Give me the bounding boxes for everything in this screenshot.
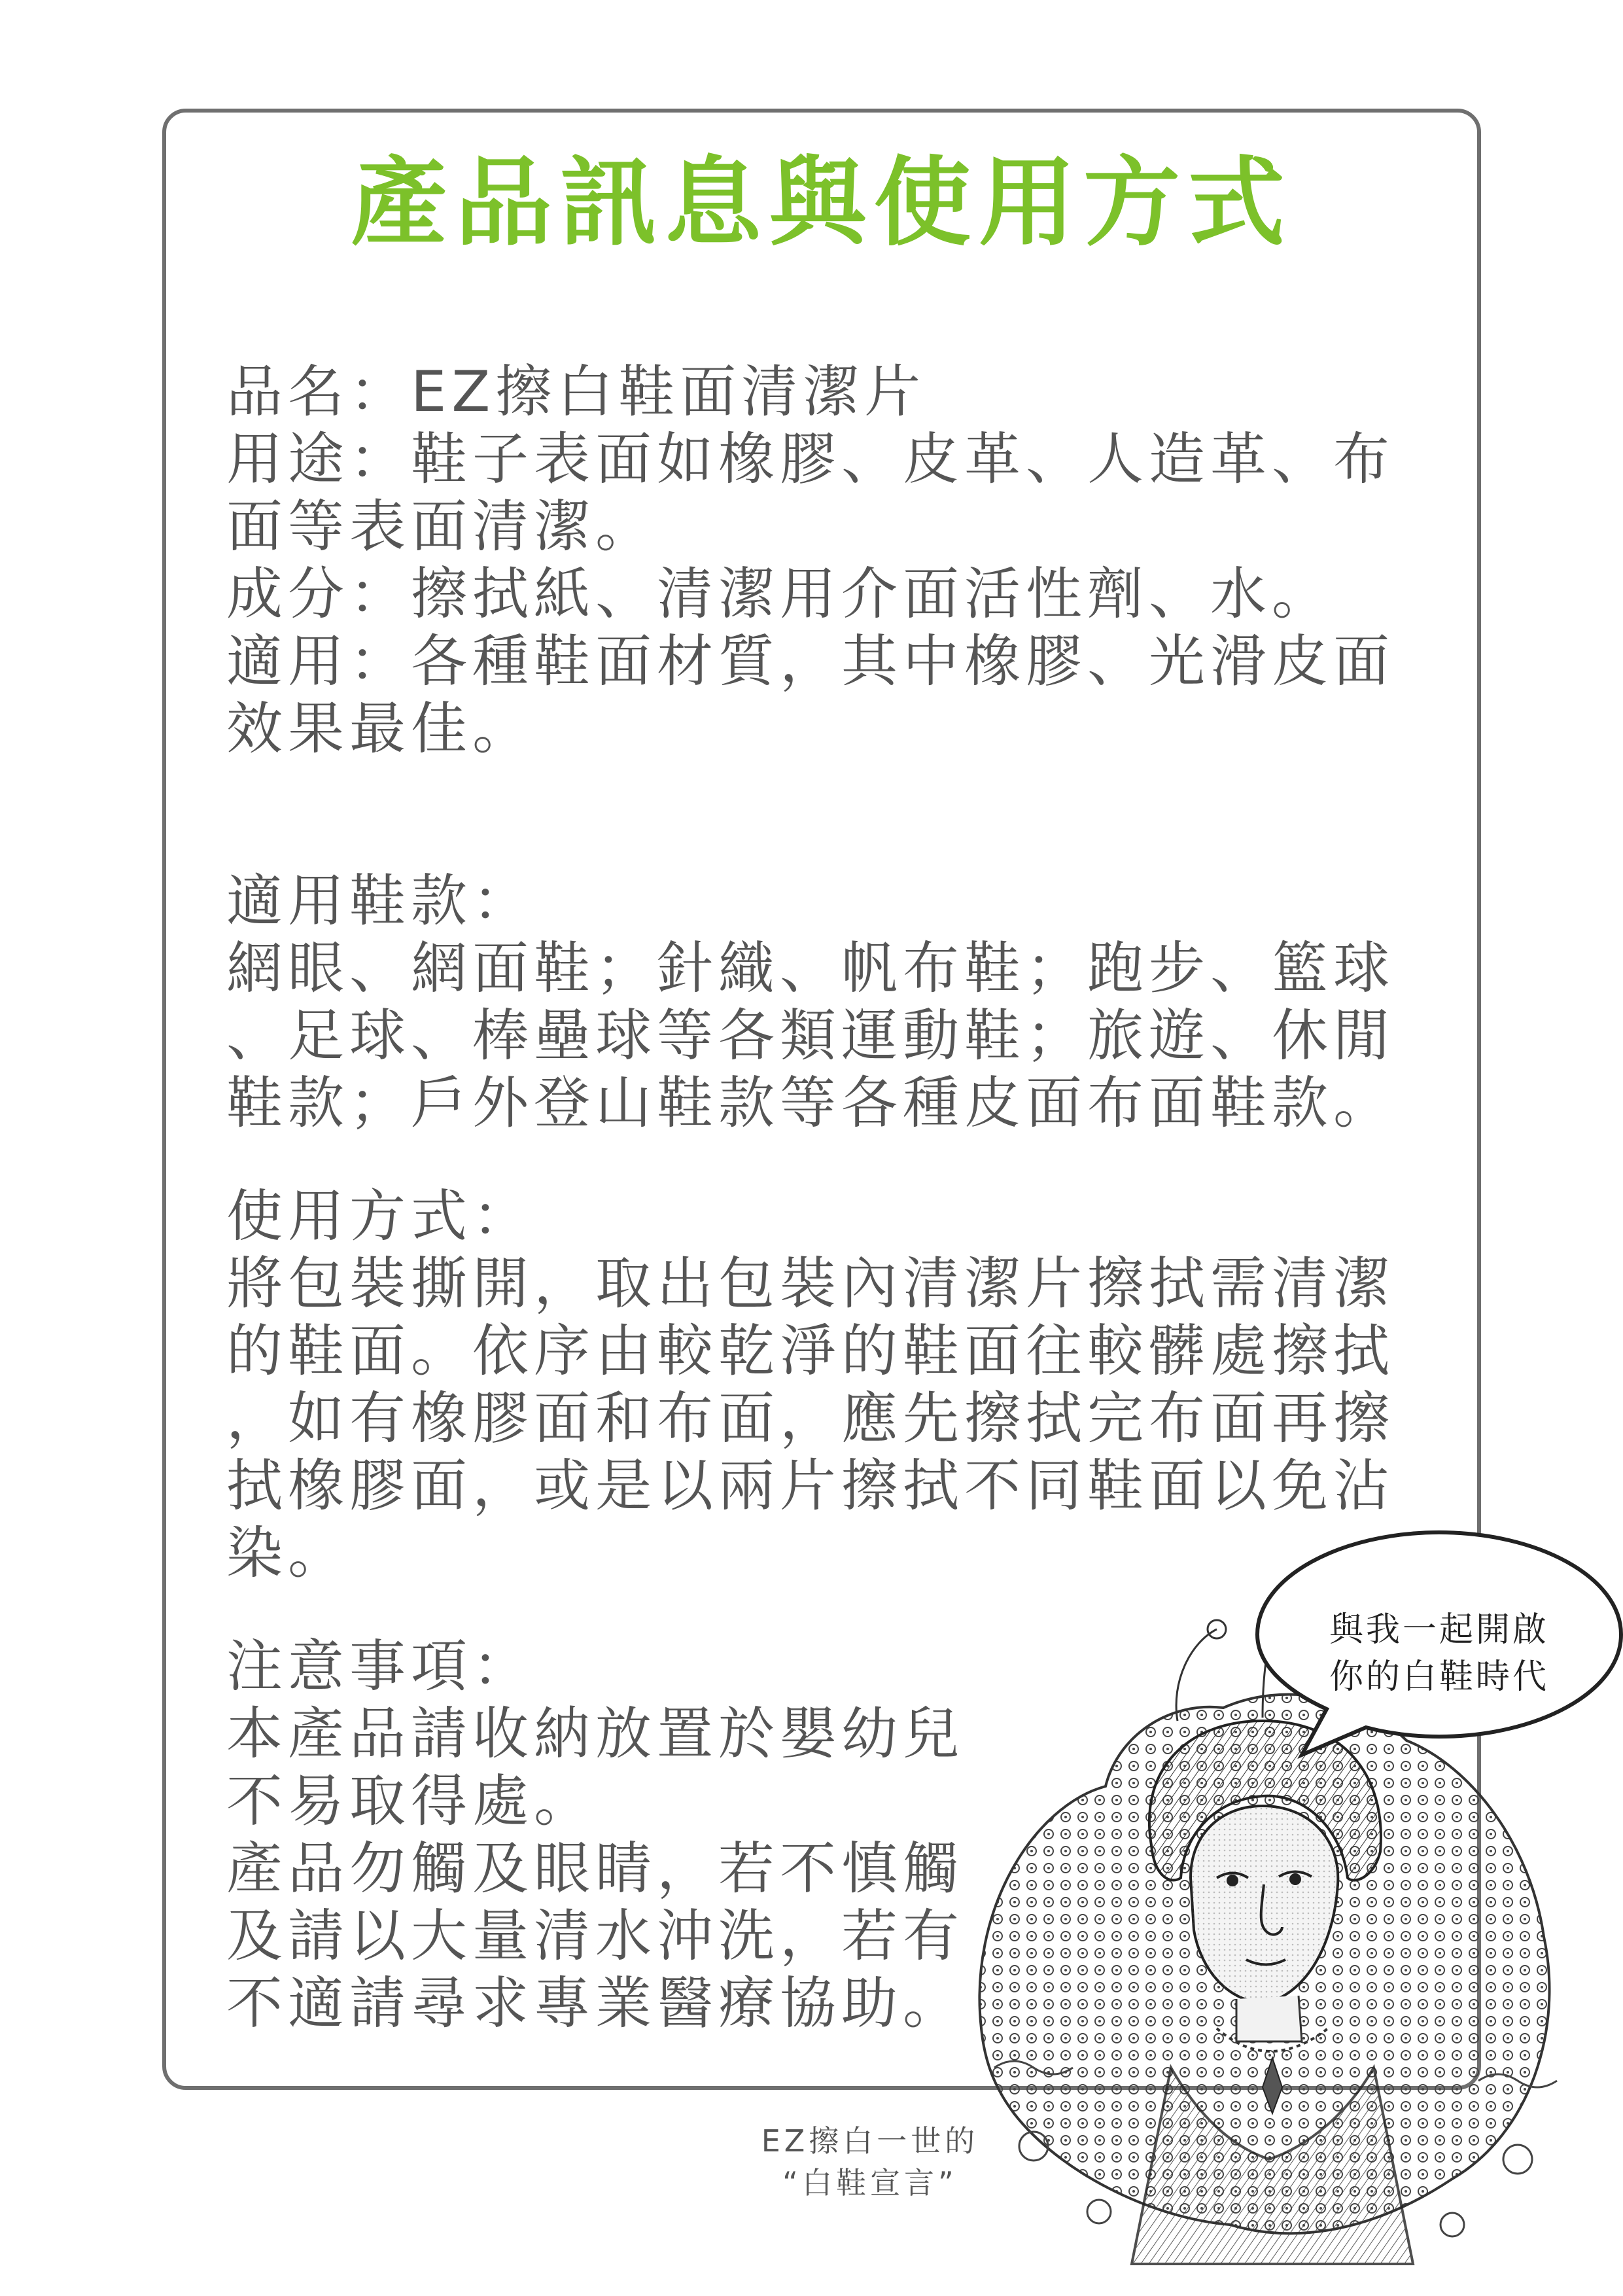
notes-line-3: 產品勿觸及眼睛，若不慎觸 — [226, 1836, 964, 1901]
product-applicable-line-1: 適用：各種鞋面材質，其中橡膠、光滑皮面 — [226, 629, 1395, 694]
notes-line-2: 不易取得處。 — [226, 1769, 595, 1834]
product-applicable-line-2: 效果最佳。 — [226, 696, 534, 762]
usage-line-3: ，如有橡膠面和布面，應先擦拭完布面再擦 — [226, 1386, 1395, 1451]
usage-line-2: 的鞋面。依序由較乾淨的鞋面往較髒處擦拭 — [226, 1318, 1395, 1384]
caption — [707, 2120, 1034, 2204]
speech-bubble-line-1: 與我一起開啟 — [1329, 1610, 1549, 1650]
product-usage-line-2: 面等表面清潔。 — [226, 494, 657, 559]
usage-line-4: 拭橡膠面，或是以兩片擦拭不同鞋面以免沾 — [226, 1453, 1395, 1519]
notes-line-5: 不適請尋求專業醫療協助。 — [226, 1971, 964, 2036]
page-title: 產品訊息與使用方式 — [351, 147, 1293, 259]
notes-heading: 注意事項： — [226, 1634, 534, 1699]
shoe-types-heading: 適用鞋款： — [226, 868, 534, 934]
shoe-types-line-2: 、足球、棒壘球等各類運動鞋；旅遊、休閒 — [226, 1003, 1395, 1069]
shoe-types-line-1: 網眼、網面鞋；針織、帆布鞋；跑步、籃球 — [226, 936, 1395, 1001]
product-ingredients-line: 成分：擦拭紙、清潔用介面活性劑、水。 — [226, 561, 1333, 627]
speech-bubble-text — [1279, 1606, 1599, 1701]
speech-bubble-line-2: 你的白鞋時代 — [1329, 1657, 1549, 1697]
usage-line-5: 染。 — [226, 1521, 349, 1586]
notes-line-4: 及請以大量清水沖洗，若有 — [226, 1903, 964, 1969]
product-name-line: 品名：EZ擦白鞋面清潔片 — [226, 359, 926, 425]
notes-line-1: 本產品請收納放置於嬰幼兒 — [226, 1701, 964, 1767]
shoe-types-line-3: 鞋款；戶外登山鞋款等各種皮面布面鞋款。 — [226, 1070, 1395, 1136]
caption-line-1: EZ擦白一世的 — [761, 2123, 979, 2159]
usage-line-1: 將包裝撕開，取出包裝內清潔片擦拭需清潔 — [226, 1251, 1395, 1316]
product-usage-line-1: 用途：鞋子表面如橡膠、皮革、人造革、布 — [226, 427, 1395, 492]
caption-line-2: “白鞋宣言” — [782, 2165, 958, 2200]
usage-heading: 使用方式： — [226, 1184, 534, 1249]
